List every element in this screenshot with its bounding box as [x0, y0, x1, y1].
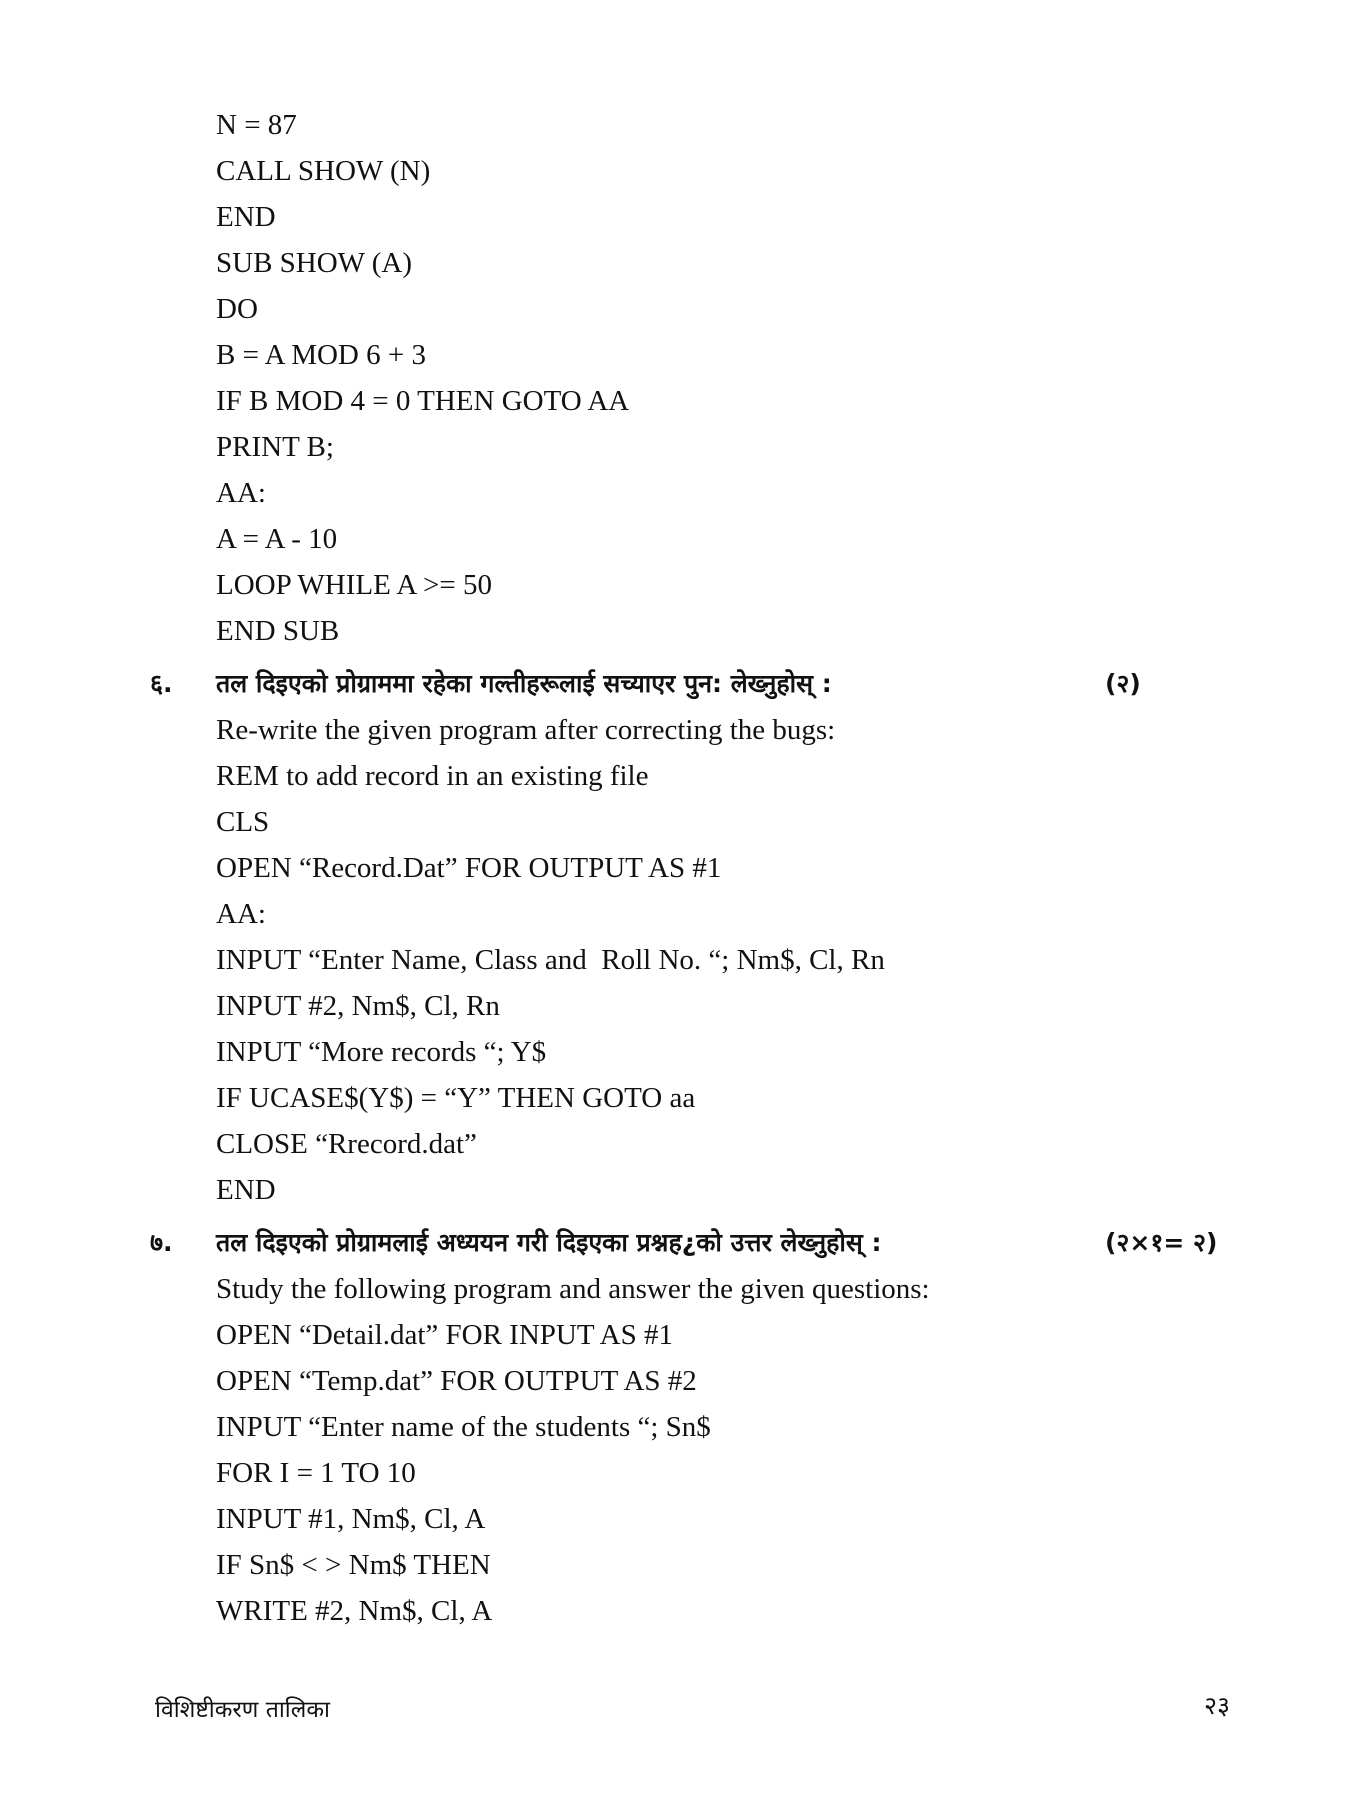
question-7-number: ७.: [150, 1228, 173, 1257]
code-line: AA:: [216, 477, 266, 509]
code-line: B = A MOD 6 + 3: [216, 339, 426, 371]
code-line: FOR I = 1 TO 10: [216, 1457, 416, 1489]
code-line: INPUT “Enter name of the students “; Sn$: [216, 1411, 711, 1443]
code-line: IF B MOD 4 = 0 THEN GOTO AA: [216, 385, 630, 417]
code-line: END: [216, 201, 276, 233]
code-line: OPEN “Record.Dat” FOR OUTPUT AS #1: [216, 852, 722, 884]
code-line: OPEN “Temp.dat” FOR OUTPUT AS #2: [216, 1365, 697, 1397]
code-line: INPUT #1, Nm$, Cl, A: [216, 1503, 486, 1535]
code-line: N = 87: [216, 109, 297, 141]
question-6-nepali-instruction: तल दिइएको प्रोग्राममा रहेका गल्तीहरूलाई सच्याएर पुन: लेख्नुहोस् :: [216, 669, 832, 698]
code-line: INPUT #2, Nm$, Cl, Rn: [216, 990, 500, 1022]
code-line: END: [216, 1174, 276, 1206]
code-line: IF Sn$ < > Nm$ THEN: [216, 1549, 491, 1581]
code-line: DO: [216, 293, 258, 325]
code-line: INPUT “More records “; Y$: [216, 1036, 547, 1068]
code-line: IF UCASE$(Y$) = “Y” THEN GOTO aa: [216, 1082, 696, 1114]
question-7-nepali-instruction: तल दिइएको प्रोग्रामलाई अध्ययन गरी दिइएका प्रश्नह¿को उत्तर लेख्नुहोस् :: [216, 1228, 882, 1257]
code-line: PRINT B;: [216, 431, 334, 463]
question-7-marks: (२×१= २): [1105, 1228, 1218, 1257]
code-line: INPUT “Enter Name, Class and Roll No. “; Nm$, Cl, Rn: [216, 944, 885, 976]
code-line: OPEN “Detail.dat” FOR INPUT AS #1: [216, 1319, 674, 1351]
code-line: A = A - 10: [216, 523, 338, 555]
question-6-english-instruction: Re-write the given program after correcting the bugs:: [216, 714, 836, 746]
code-line: WRITE #2, Nm$, Cl, A: [216, 1595, 493, 1627]
code-line: END SUB: [216, 615, 340, 647]
code-line: CLS: [216, 806, 270, 838]
code-line: SUB SHOW (A): [216, 247, 413, 279]
code-line: CALL SHOW (N): [216, 155, 431, 187]
code-line: AA:: [216, 898, 266, 930]
code-line: CLOSE “Rrecord.dat”: [216, 1128, 477, 1160]
code-line: LOOP WHILE A >= 50: [216, 569, 492, 601]
footer-title: विशिष्टीकरण तालिका: [155, 1697, 330, 1723]
code-line: REM to add record in an existing file: [216, 760, 649, 792]
question-7-english-instruction: Study the following program and answer the given questions:: [216, 1273, 930, 1305]
page-number: २३: [1203, 1691, 1230, 1720]
question-6-number: ६.: [150, 669, 173, 698]
question-6-marks: (२): [1105, 669, 1141, 698]
